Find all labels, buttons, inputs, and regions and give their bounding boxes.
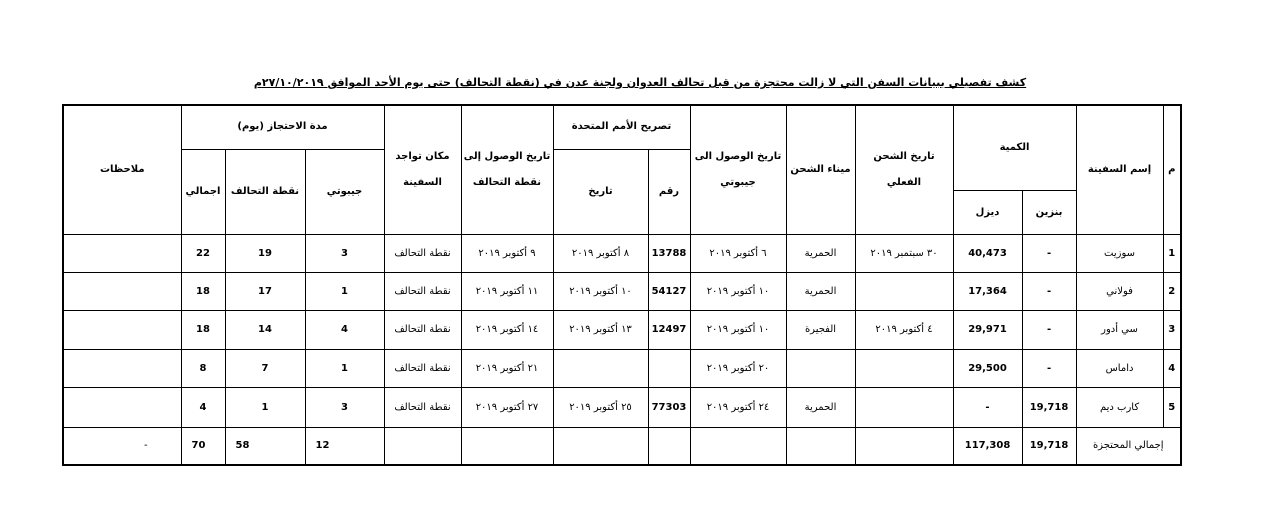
cell-petrol: - [1022, 310, 1076, 349]
totals-empty-cell [855, 427, 953, 465]
header-petrol: بنزين [1022, 190, 1076, 234]
header-quantity: الكمية [953, 105, 1076, 190]
totals-petrol: 19,718 [1022, 427, 1076, 465]
cell-djibouti-arrival-date: ٦ أكتوبر ٢٠١٩ [690, 234, 786, 272]
table-row [63, 387, 1181, 427]
totals-row [63, 427, 1181, 465]
header-coalition-point: نقطة التحالف [225, 149, 305, 234]
totals-empty-cell [786, 427, 855, 465]
cell-coalition-point: 17 [225, 272, 305, 310]
cell-diesel: 29,500 [953, 349, 1022, 387]
cell-total: 4 [181, 387, 225, 427]
totals-coalition-point: 58 [225, 427, 305, 465]
cell-ship-name: سوزيت [1076, 234, 1163, 272]
cell-loading-port: الفجيرة [786, 310, 855, 349]
cell-coalition-arrival-date: ٢٧ أكتوبر ٢٠١٩ [461, 387, 553, 427]
cell-total: 8 [181, 349, 225, 387]
header-un-clearance: تصريح الأمم المتحدة [553, 105, 690, 149]
document-title: كشف تفصيلي ببيانات السفن التي لا زالت محتجزة من قبل تحالف العدوان ولجنة عدن في (نقطة التحالف) حتى يوم الأحد الموافق ٢٧/١٠/٢٠١٩م [253, 76, 1027, 89]
cell-loading-port: الحمرية [786, 234, 855, 272]
cell-djibouti: 3 [305, 234, 384, 272]
header-total: اجمالي [181, 149, 225, 234]
cell-coalition-arrival-date: ١١ أكتوبر ٢٠١٩ [461, 272, 553, 310]
cell-loading-port [786, 349, 855, 387]
cell-notes [63, 349, 181, 387]
cell-djibouti: 1 [305, 272, 384, 310]
cell-actual-loading-date [855, 387, 953, 427]
cell-petrol: - [1022, 349, 1076, 387]
cell-djibouti-arrival-date: ٢٠ أكتوبر ٢٠١٩ [690, 349, 786, 387]
header-djibouti: جيبوتي [305, 149, 384, 234]
header-clearance-number: رقم [648, 149, 690, 234]
totals-empty-cell [384, 427, 461, 465]
table-row [63, 349, 1181, 387]
header-diesel: ديزل [953, 190, 1022, 234]
cell-ship-location: نقطة التحالف [384, 349, 461, 387]
cell-coalition-arrival-date: ٢١ أكتوبر ٢٠١٩ [461, 349, 553, 387]
totals-empty-cell [648, 427, 690, 465]
header-actual-loading-date: تاريخ الشحن الفعلي [855, 105, 953, 234]
table-row [63, 272, 1181, 310]
cell-clearance-number: 12497 [648, 310, 690, 349]
cell-clearance-date [553, 349, 648, 387]
cell-djibouti-arrival-date: ٢٤ أكتوبر ٢٠١٩ [690, 387, 786, 427]
cell-djibouti-arrival-date: ١٠ أكتوبر ٢٠١٩ [690, 272, 786, 310]
header-notes: ملاحظات [63, 105, 181, 234]
cell-ship-name: سي أدور [1076, 310, 1163, 349]
header-clearance-date: تاريخ [553, 149, 648, 234]
cell-actual-loading-date [855, 349, 953, 387]
cell-clearance-number [648, 349, 690, 387]
cell-djibouti: 1 [305, 349, 384, 387]
cell-clearance-number: 77303 [648, 387, 690, 427]
table-row [63, 310, 1181, 349]
cell-ship-name: داماس [1076, 349, 1163, 387]
cell-total: 22 [181, 234, 225, 272]
cell-loading-port: الحمرية [786, 387, 855, 427]
cell-ship-location: نقطة التحالف [384, 272, 461, 310]
cell-notes [63, 272, 181, 310]
header-loading-port: ميناء الشحن [786, 105, 855, 234]
totals-total: 70 [181, 427, 225, 465]
detained-ships-table [62, 104, 1182, 466]
cell-index: 5 [1163, 387, 1181, 427]
cell-ship-location: نقطة التحالف [384, 234, 461, 272]
cell-diesel: 29,971 [953, 310, 1022, 349]
cell-actual-loading-date [855, 272, 953, 310]
cell-ship-location: نقطة التحالف [384, 387, 461, 427]
header-djibouti-arrival-date: تاريخ الوصول الى جيبوتي [690, 105, 786, 234]
cell-total: 18 [181, 310, 225, 349]
cell-coalition-point: 1 [225, 387, 305, 427]
totals-empty-cell [461, 427, 553, 465]
cell-clearance-number: 54127 [648, 272, 690, 310]
cell-petrol: - [1022, 234, 1076, 272]
cell-index: 2 [1163, 272, 1181, 310]
cell-clearance-number: 13788 [648, 234, 690, 272]
cell-coalition-arrival-date: ٩ أكتوبر ٢٠١٩ [461, 234, 553, 272]
cell-clearance-date: ١٣ أكتوبر ٢٠١٩ [553, 310, 648, 349]
cell-ship-name: فولاني [1076, 272, 1163, 310]
cell-actual-loading-date: ٤ أكتوبر ٢٠١٩ [855, 310, 953, 349]
cell-loading-port: الحمرية [786, 272, 855, 310]
cell-coalition-point: 7 [225, 349, 305, 387]
cell-notes [63, 234, 181, 272]
header-detention-period: مدة الاحتجاز (يوم) [181, 105, 384, 149]
cell-petrol: - [1022, 272, 1076, 310]
cell-coalition-arrival-date: ١٤ أكتوبر ٢٠١٩ [461, 310, 553, 349]
cell-djibouti-arrival-date: ١٠ أكتوبر ٢٠١٩ [690, 310, 786, 349]
header-ship-name: إسم السفينة [1076, 105, 1163, 234]
header-coalition-arrival-date: تاريخ الوصول إلى نقطة التحالف [461, 105, 553, 234]
cell-index: 1 [1163, 234, 1181, 272]
totals-empty-cell [690, 427, 786, 465]
totals-label: إجمالي المحتجزة [1076, 427, 1181, 465]
cell-ship-name: كارب ديم [1076, 387, 1163, 427]
cell-coalition-point: 14 [225, 310, 305, 349]
cell-actual-loading-date: ٣٠ سبتمبر ٢٠١٩ [855, 234, 953, 272]
header-index: م [1163, 105, 1181, 234]
cell-diesel: - [953, 387, 1022, 427]
cell-diesel: 40,473 [953, 234, 1022, 272]
cell-djibouti: 4 [305, 310, 384, 349]
cell-index: 4 [1163, 349, 1181, 387]
cell-djibouti: 3 [305, 387, 384, 427]
cell-clearance-date: ٨ أكتوبر ٢٠١٩ [553, 234, 648, 272]
cell-notes [63, 310, 181, 349]
totals-diesel: 117,308 [953, 427, 1022, 465]
cell-clearance-date: ٢٥ أكتوبر ٢٠١٩ [553, 387, 648, 427]
cell-total: 18 [181, 272, 225, 310]
totals-djibouti: 12 [305, 427, 384, 465]
cell-diesel: 17,364 [953, 272, 1022, 310]
cell-index: 3 [1163, 310, 1181, 349]
cell-coalition-point: 19 [225, 234, 305, 272]
cell-ship-location: نقطة التحالف [384, 310, 461, 349]
table-row [63, 234, 1181, 272]
header-ship-location: مكان تواجد السفينة [384, 105, 461, 234]
cell-petrol: 19,718 [1022, 387, 1076, 427]
cell-clearance-date: ١٠ أكتوبر ٢٠١٩ [553, 272, 648, 310]
header-row-1 [63, 105, 1181, 149]
cell-notes [63, 387, 181, 427]
totals-notes: - [63, 427, 181, 465]
totals-empty-cell [553, 427, 648, 465]
